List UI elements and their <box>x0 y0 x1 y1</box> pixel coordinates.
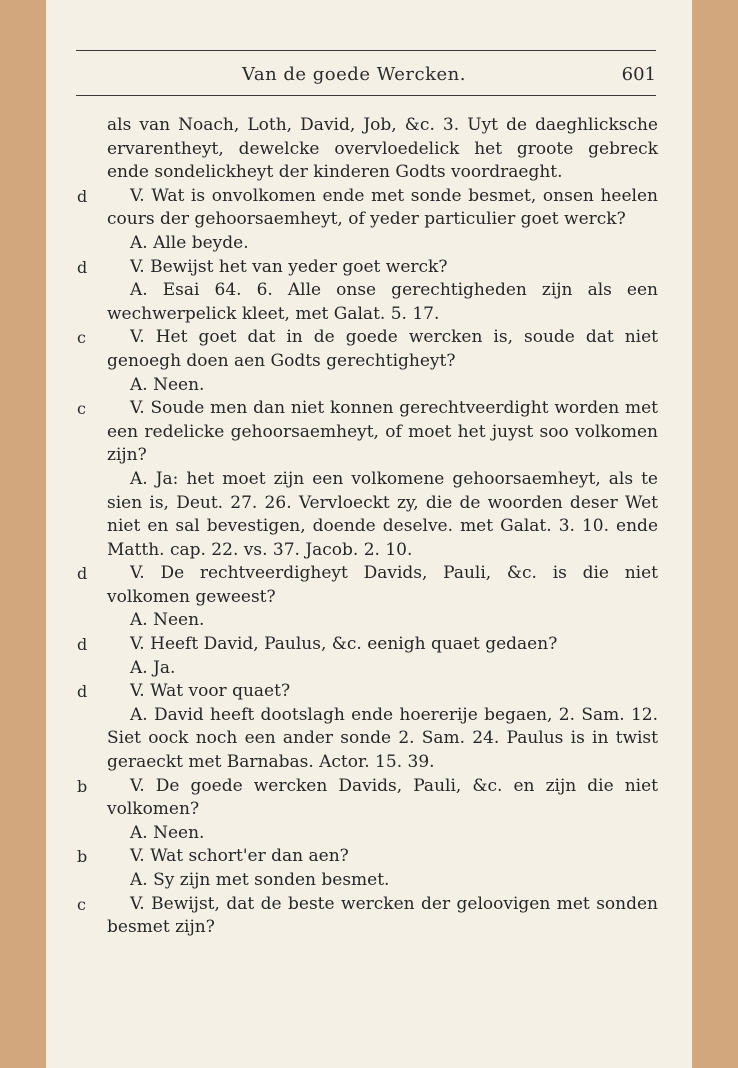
margin-note: b <box>77 776 88 796</box>
paragraph-text: A. Ja: het moet zijn een volkomene gehoorsaemheyt, als te sien is, Deut. 27. 26. Vervloeckt zy, die de woorden deser Wet niet en sal bevestigen, doende deselve. met Galat. 3. 10. ende Matth. cap. 22. vs. 37. Jacob. 2. 10. <box>107 468 658 560</box>
paragraph-text: A. Ja. <box>130 657 176 678</box>
paragraph-text: V. Bewijst, dat de beste wercken der geloovigen met sonden besmet zijn? <box>107 893 658 938</box>
answer-paragraph <box>107 704 658 775</box>
question-paragraph <box>77 633 658 657</box>
question-paragraph <box>77 185 658 232</box>
paragraph-text: als van Noach, Loth, David, Job, &c. 3. Uyt de daeghlicksche ervarentheyt, dewelcke overvloedelick het groote gebreck ende sondelickheyt der kinderen Godts voordraeght. <box>107 115 658 183</box>
answer-paragraph <box>107 279 658 326</box>
paragraph-text: V. Wat voor quaet? <box>130 681 291 702</box>
answer-paragraph <box>107 609 658 633</box>
margin-note: b <box>77 847 88 867</box>
question-paragraph <box>77 680 658 704</box>
margin-note: c <box>77 328 86 348</box>
question-paragraph <box>77 775 658 822</box>
margin-note: c <box>77 894 86 914</box>
page-number: 601 <box>621 64 656 85</box>
question-paragraph <box>77 893 658 940</box>
margin-note: d <box>77 186 88 206</box>
body-text <box>77 114 658 940</box>
question-paragraph <box>77 326 658 373</box>
header-top-rule <box>76 50 656 51</box>
margin-note: d <box>77 257 88 277</box>
paragraph-text: V. Wat is onvolkomen ende met sonde besmet, onsen heelen cours der gehoorsaemheyt, of yeder particulier goet werck? <box>107 185 658 230</box>
paragraph-text: A. Neen. <box>130 822 205 843</box>
running-header <box>76 64 656 84</box>
margin-note: d <box>77 682 88 702</box>
question-paragraph <box>77 256 658 280</box>
running-title: Van de goede Wercken. <box>242 64 466 85</box>
answer-paragraph <box>107 822 658 846</box>
paragraph-text: V. De rechtveerdigheyt Davids, Pauli, &c. is die niet volkomen geweest? <box>107 563 658 607</box>
paragraph-text: V. Het goet dat in de goede wercken is, soude dat niet genoegh doen aen Godts gerechtigheyt? <box>107 327 658 371</box>
paragraph-text: A. David heeft dootslagh ende hoererije begaen, 2. Sam. 12. Siet oock noch een ander sonde 2. Sam. 24. Paulus is in twist geraeckt met Barnabas. Actor. 15. 39. <box>107 704 658 773</box>
margin-note: c <box>77 399 86 419</box>
header-bottom-rule <box>76 95 656 96</box>
margin-note: d <box>77 564 88 584</box>
question-paragraph <box>77 397 658 468</box>
answer-paragraph <box>107 374 658 398</box>
answer-paragraph <box>107 468 658 562</box>
question-paragraph <box>77 562 658 609</box>
paragraph-text: V. Wat schort'er dan aen? <box>130 846 349 867</box>
paragraph-text: V. Heeft David, Paulus, &c. eenigh quaet gedaen? <box>130 634 558 655</box>
answer-paragraph <box>107 232 658 256</box>
answer-paragraph <box>107 657 658 681</box>
paragraph <box>107 114 658 185</box>
paragraph-text: A. Esai 64. 6. Alle onse gerechtigheden zijn als een wechwerpelick kleet, met Galat. 5. 17. <box>107 280 658 324</box>
answer-paragraph <box>107 869 658 893</box>
paragraph-text: A. Sy zijn met sonden besmet. <box>130 870 390 890</box>
paragraph-text: V. Bewijst het van yeder goet werck? <box>130 256 448 277</box>
paragraph-text: V. De goede wercken Davids, Pauli, &c. en zijn die niet volkomen? <box>107 775 658 820</box>
paragraph-text: A. Neen. <box>130 610 205 631</box>
paragraph-text: A. Neen. <box>130 374 205 395</box>
margin-note: d <box>77 635 88 655</box>
paragraph-text: A. Alle beyde. <box>130 232 249 253</box>
question-paragraph <box>77 845 658 869</box>
paragraph-text: V. Soude men dan niet konnen gerechtveerdight worden met een redelicke gehoorsaemheyt, of moet het juyst soo volkomen zijn? <box>107 398 658 466</box>
